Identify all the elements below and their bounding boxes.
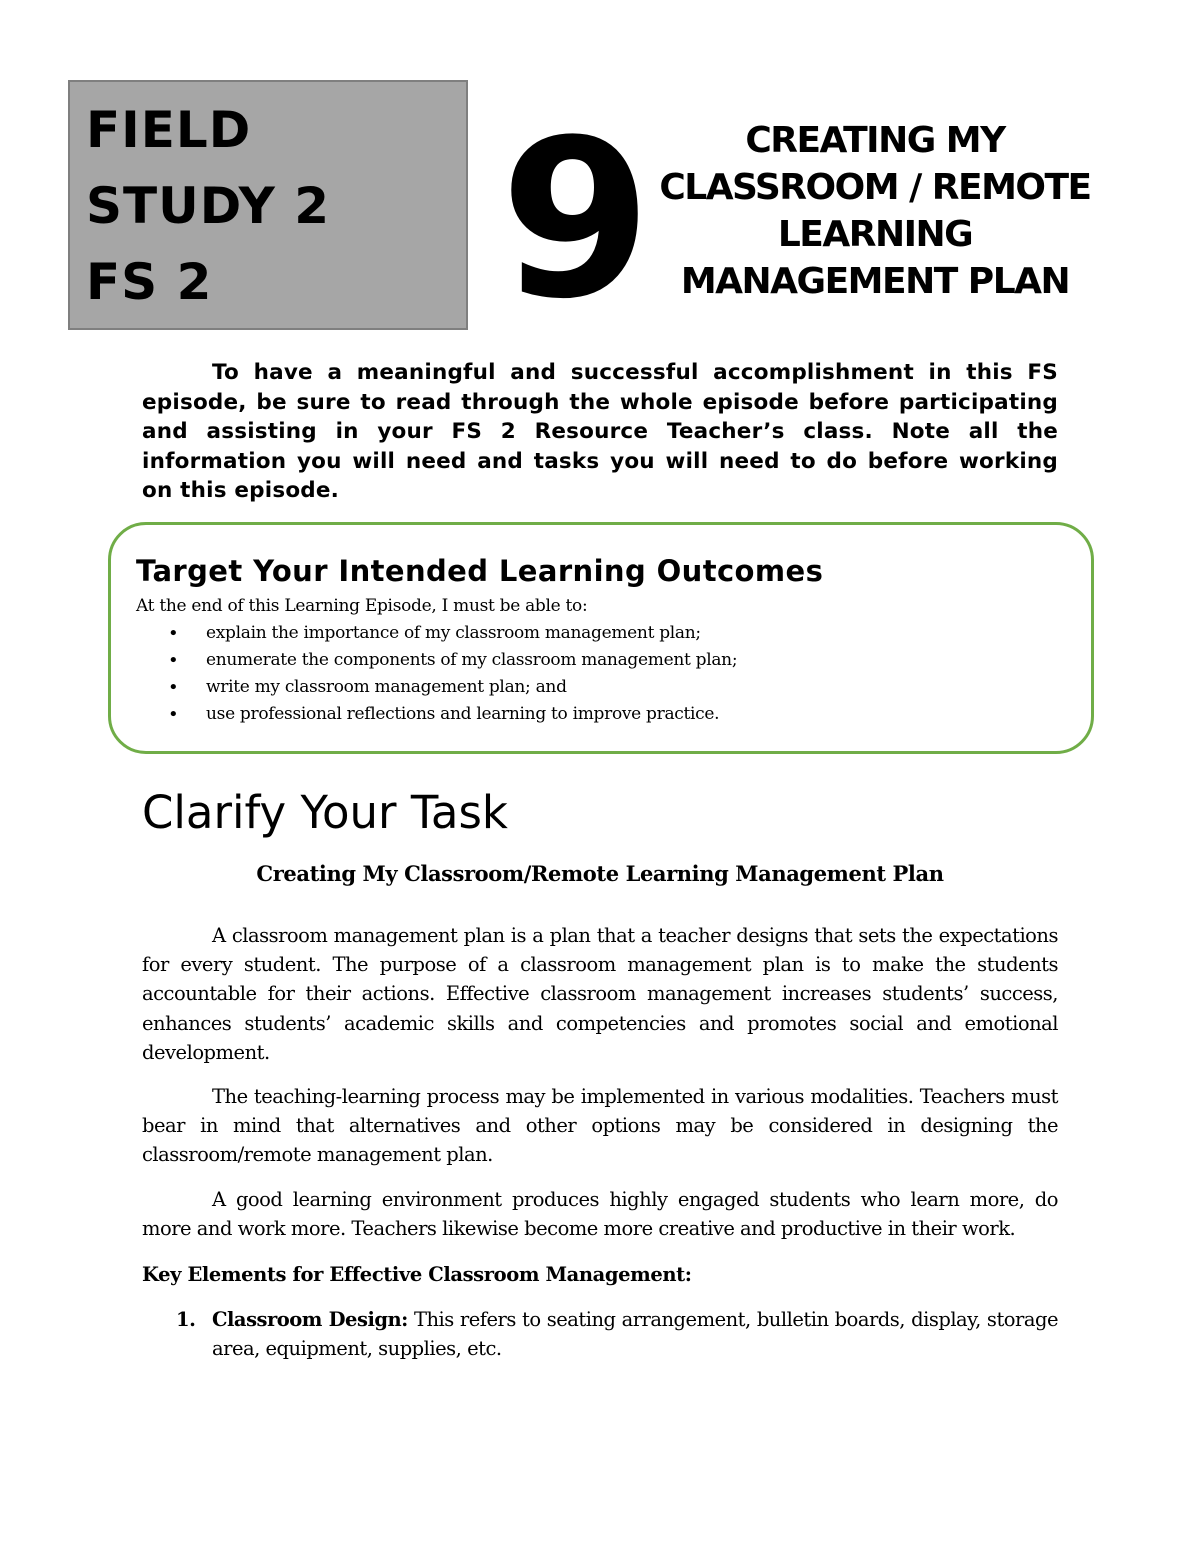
field-study-line: FS 2	[86, 253, 213, 311]
outcome-text: use professional reflections and learning to improve practice.	[206, 704, 720, 724]
list-number: 1.	[176, 1308, 196, 1331]
body-paragraph: A classroom management plan is a plan that a teacher designs that sets the expectations for every student. The purpose of a classroom management plan is to make the students accountable for their actions. Effective classroom management increases students’ success, enhances students’ academic skills and competencies and promotes social and emotional development.	[142, 924, 1058, 1064]
field-study-label-box	[68, 80, 468, 330]
list-item	[136, 701, 737, 728]
bullet-icon: •	[168, 650, 179, 671]
episode-title-line: CLASSROOM / REMOTE	[659, 167, 1091, 208]
list-item	[136, 674, 737, 701]
list-item	[142, 1305, 1058, 1363]
intro-paragraph: To have a meaningful and successful accomplishment in this FS episode, be sure to read through the whole episode before participating and assisting in your FS 2 Resource Teacher’s class. Note all the information you will need and tasks you will need to do before working on this episode.	[142, 360, 1058, 503]
body-paragraph: The teaching-learning process may be implemented in various modalities. Teachers must bear in mind that alternatives and other options may be considered in designing the classroom/remote management plan.	[142, 1085, 1058, 1167]
plan-subtitle: Creating My Classroom/Remote Learning Management Plan	[256, 861, 944, 886]
body-paragraph: A good learning environment produces highly engaged students who learn more, do more and work more. Teachers likewise become more creative and productive in their work.	[142, 1188, 1058, 1241]
bullet-icon: •	[168, 704, 179, 725]
list-item	[136, 620, 737, 647]
episode-number: 9	[500, 94, 646, 347]
key-elements-heading: Key Elements for Effective Classroom Management:	[142, 1263, 692, 1286]
field-study-line: FIELD	[86, 101, 252, 159]
bullet-icon: •	[168, 623, 179, 644]
list-item	[136, 647, 737, 674]
episode-title	[655, 117, 1095, 305]
episode-title-line: CREATING MY	[745, 120, 1005, 161]
outcome-text: write my classroom management plan; and	[206, 677, 567, 697]
key-elements-list	[142, 1305, 1058, 1363]
episode-title-line: LEARNING	[777, 214, 973, 255]
clarify-task-heading: Clarify Your Task	[142, 786, 508, 839]
bullet-icon: •	[168, 677, 179, 698]
episode-title-line: MANAGEMENT PLAN	[680, 261, 1070, 302]
learning-outcomes-heading: Target Your Intended Learning Outcomes	[136, 554, 824, 588]
field-study-line: STUDY 2	[86, 177, 330, 235]
key-element-text: This refers to seating arrangement, bulletin boards, display, storage area, equipment, supplies, etc.	[212, 1308, 1058, 1361]
key-element-term: Classroom Design:	[212, 1308, 408, 1331]
outcome-text: enumerate the components of my classroom management plan;	[206, 650, 738, 670]
outcome-text: explain the importance of my classroom management plan;	[206, 623, 701, 643]
learning-outcomes-list	[136, 620, 737, 728]
learning-outcomes-lead: At the end of this Learning Episode, I must be able to:	[136, 596, 588, 616]
